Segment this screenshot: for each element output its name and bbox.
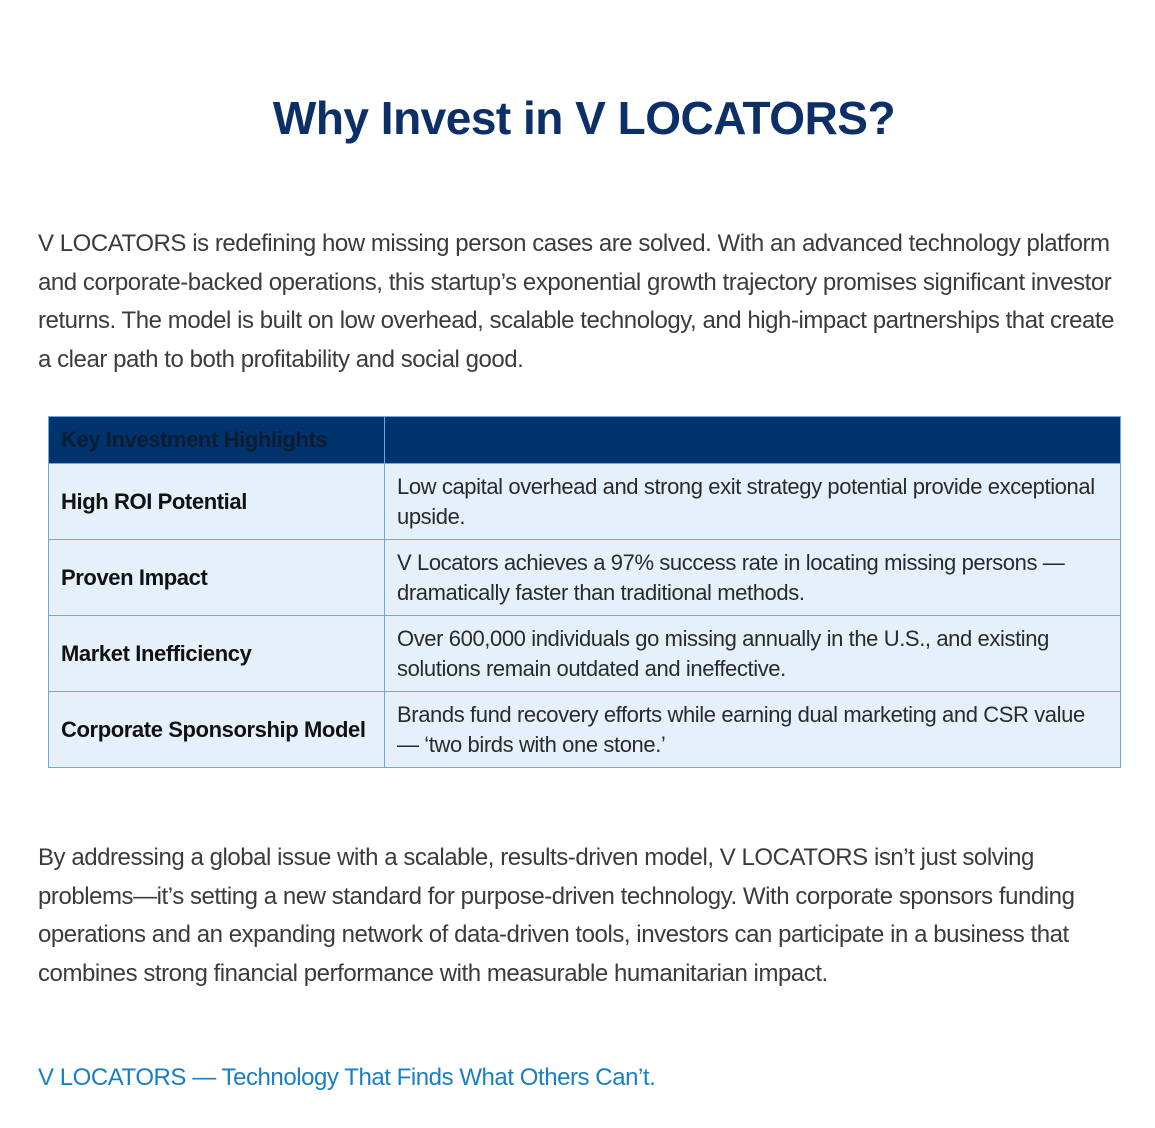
highlight-label: Corporate Sponsorship Model (49, 692, 385, 768)
investment-highlights-table (48, 416, 1121, 768)
table-row (49, 464, 1121, 540)
highlight-description: Low capital overhead and strong exit strategy potential provide exceptional upside. (385, 464, 1121, 540)
table-row (49, 692, 1121, 768)
table-header-empty (385, 417, 1121, 464)
highlight-label: Proven Impact (49, 540, 385, 616)
highlight-description: Over 600,000 individuals go missing annually in the U.S., and existing solutions remain outdated and ineffective. (385, 616, 1121, 692)
intro-paragraph: V LOCATORS is redefining how missing person cases are solved. With an advanced technology platform and corporate-backed operations, this startup’s exponential growth trajectory promises significant investor returns. The model is built on low overhead, scalable technology, and high-impact partnerships that create a clear path to both profitability and social good. (38, 230, 1115, 373)
table-row (49, 540, 1121, 616)
highlight-label: Market Inefficiency (49, 616, 385, 692)
table-header-title: Key Investment Highlights (49, 417, 385, 464)
highlight-description: Brands fund recovery efforts while earning dual marketing and CSR value — ‘two birds with one stone.’ (385, 692, 1121, 768)
page-title: Why Invest in V LOCATORS? (272, 92, 896, 144)
highlight-label: High ROI Potential (49, 464, 385, 540)
highlight-description: V Locators achieves a 97% success rate in locating missing persons — dramatically faster than traditional methods. (385, 540, 1121, 616)
table-header-row (49, 417, 1121, 464)
tagline: V LOCATORS — Technology That Finds What Others Can’t. (38, 1064, 656, 1091)
table-row (49, 616, 1121, 692)
closing-paragraph: By addressing a global issue with a scalable, results-driven model, V LOCATORS isn’t just solving problems—it’s setting a new standard for purpose-driven technology. With corporate sponsors funding operations and an expanding network of data-driven tools, investors can participate in a business that combines strong financial performance with measurable humanitarian impact. (38, 844, 1075, 987)
